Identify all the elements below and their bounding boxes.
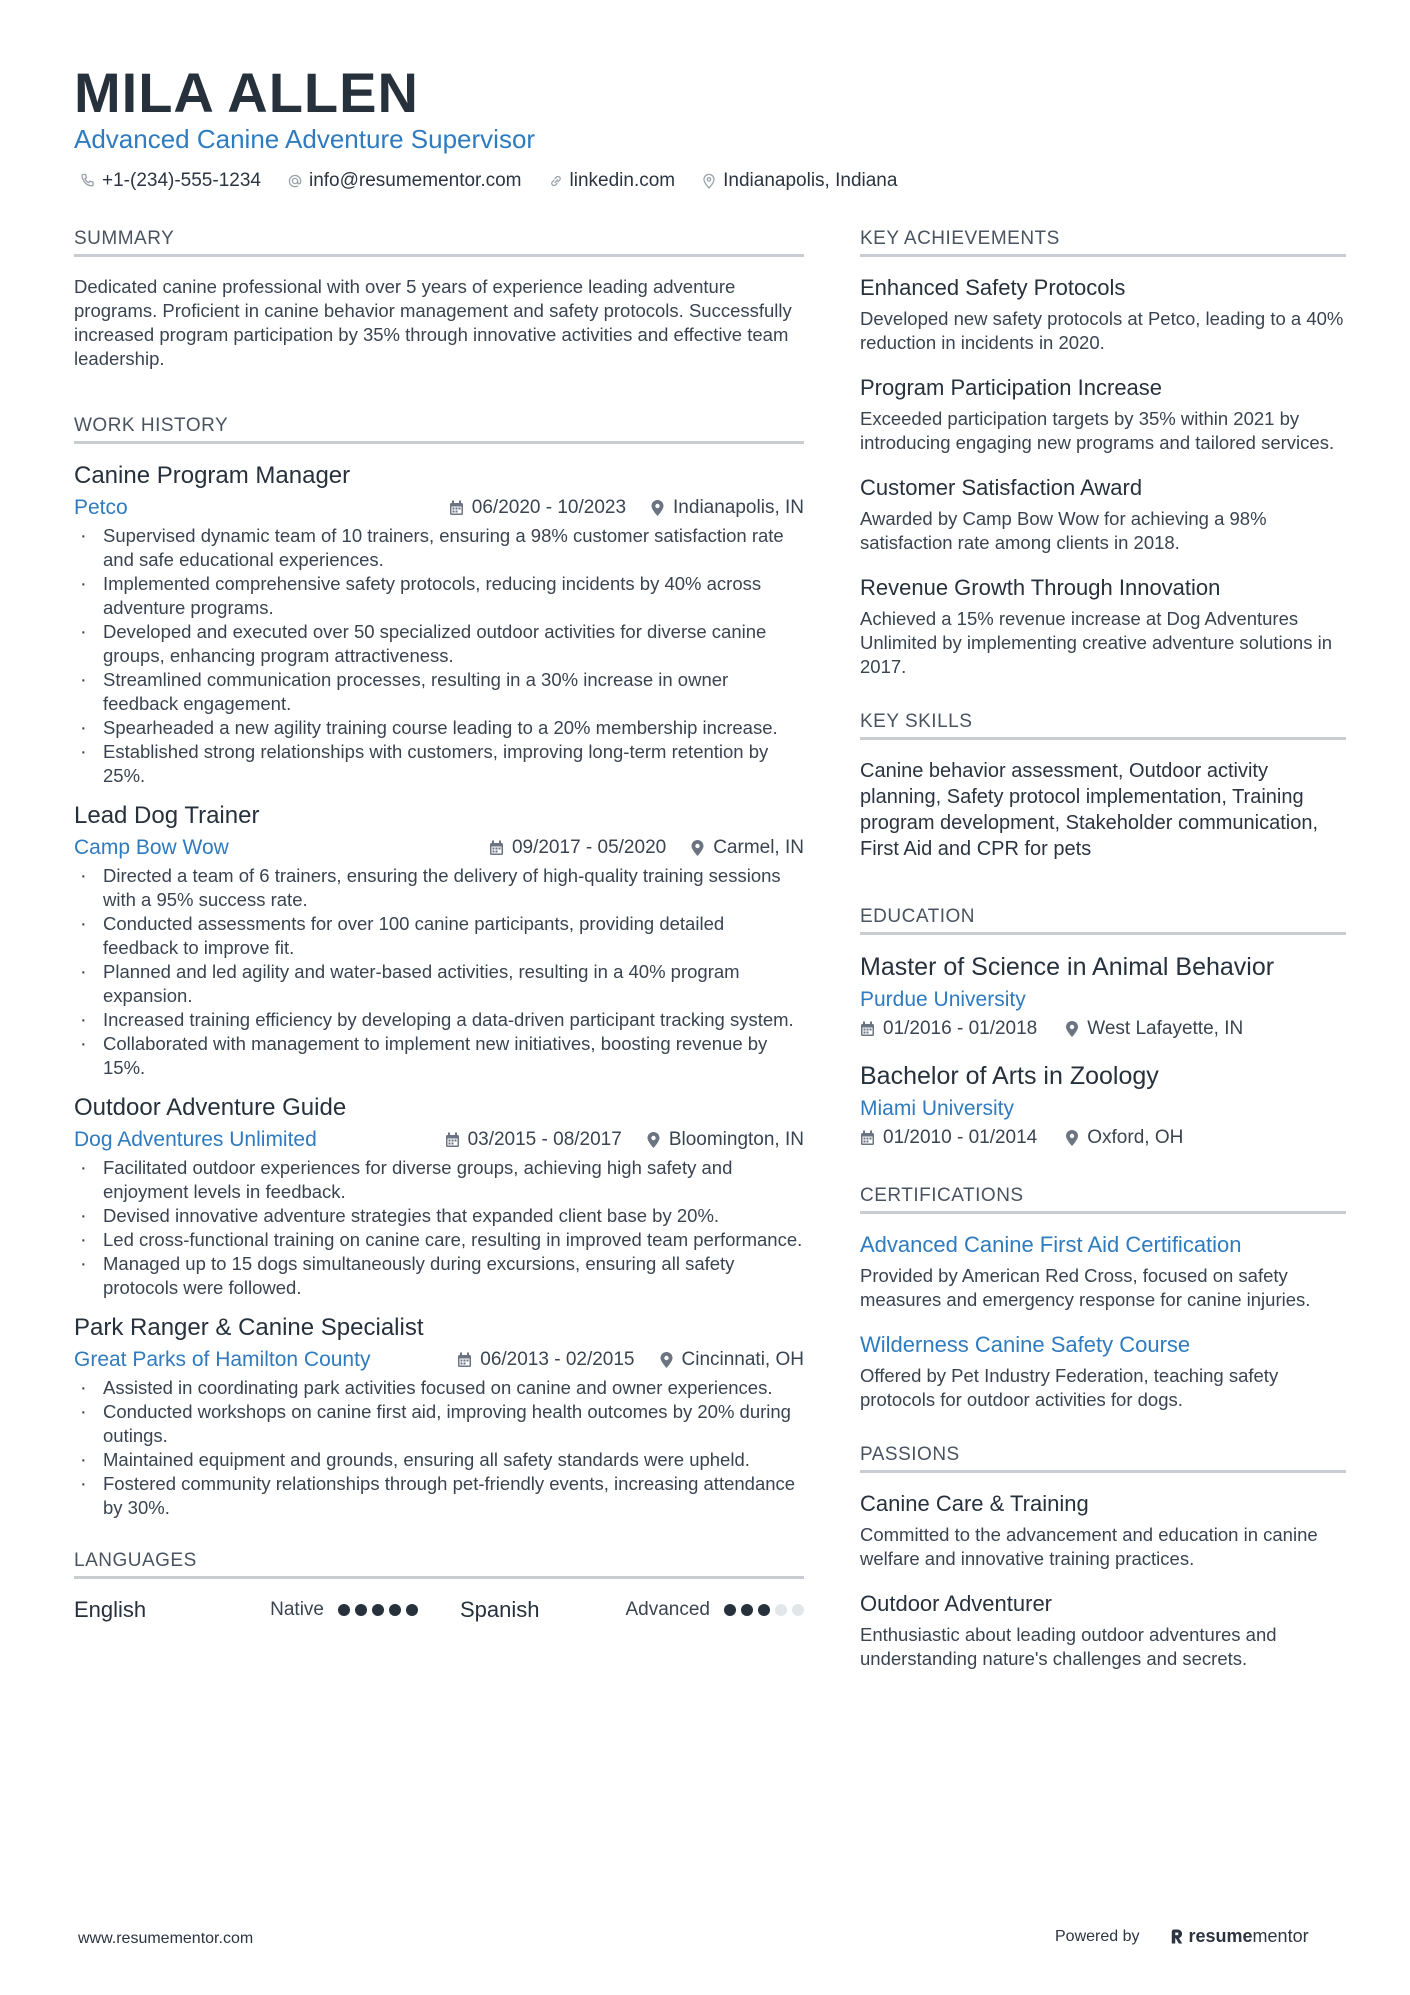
contact-linkedin[interactable] xyxy=(548,170,676,192)
job-location-text: Cincinnati, OH xyxy=(681,1349,804,1370)
job-dates xyxy=(489,837,666,859)
rating-dot-empty xyxy=(792,1604,804,1616)
job-bullet: · Managed up to 15 dogs simultaneously during excursions, ensuring all safety protocols were followed. xyxy=(74,1252,804,1300)
summary-text: Dedicated canine professional with over 5 years of experience leading adventure programs. Proficient in canine behavior management and safety protocols. Successfully increased program participation by 35% through innovative activities and effective team leadership. xyxy=(74,276,792,369)
passions-heading: PASSIONS xyxy=(860,1444,1346,1473)
achievement-item xyxy=(860,475,1346,555)
job-entry xyxy=(74,462,804,788)
summary-section xyxy=(74,228,804,371)
job-bullet: · Developed and executed over 50 specialized outdoor activities for diverse canine groups, enhancing program attractiveness. xyxy=(74,620,804,668)
job-company: Dog Adventures Unlimited xyxy=(74,1128,317,1151)
rating-dot-filled xyxy=(758,1604,770,1616)
footer-website[interactable]: www.resumementor.com xyxy=(78,1930,254,1947)
language-rating xyxy=(338,1604,418,1616)
job-dates xyxy=(457,1349,634,1371)
languages-row xyxy=(74,1597,804,1623)
achievements-section xyxy=(860,228,1346,679)
achievement-text: Exceeded participation targets by 35% within 2021 by introducing engaging new programs and tailored services. xyxy=(860,408,1335,453)
achievement-title: Customer Satisfaction Award xyxy=(860,475,1143,500)
rating-dot-filled xyxy=(338,1604,350,1616)
job-dates-text: 06/2020 - 10/2023 xyxy=(471,497,627,518)
passion-item xyxy=(860,1591,1346,1671)
job-location-text: Bloomington, IN xyxy=(668,1129,804,1150)
rating-dot-filled xyxy=(741,1604,753,1616)
brand-name-bold: resume xyxy=(1188,1926,1253,1946)
languages-heading: LANGUAGES xyxy=(74,1550,804,1579)
job-bullets xyxy=(74,524,804,788)
job-dates xyxy=(449,497,626,519)
certifications-heading: CERTIFICATIONS xyxy=(860,1185,1346,1214)
job-entry xyxy=(74,1094,804,1300)
contact-phone-text: +1-(234)-555-1234 xyxy=(102,170,261,191)
job-bullet: · Directed a team of 6 trainers, ensuring the delivery of high-quality training sessions with a 95% success rate. xyxy=(74,864,804,912)
job-bullet: · Collaborated with management to implement new initiatives, boosting revenue by 15%. xyxy=(74,1032,804,1080)
job-location xyxy=(646,1129,804,1151)
contact-email[interactable] xyxy=(287,170,522,192)
job-bullet: · Led cross-functional training on canine care, resulting in improved team performance. xyxy=(74,1228,804,1252)
job-meta xyxy=(74,1348,804,1372)
certification-text: Provided by American Red Cross, focused on safety measures and emergency response for canine injuries. xyxy=(860,1265,1311,1310)
phone-icon xyxy=(80,173,96,189)
skills-section xyxy=(860,711,1346,862)
job-bullet: · Streamlined communication processes, resulting in a 30% increase in owner feedback engagement. xyxy=(74,668,804,716)
rating-dot-empty xyxy=(775,1604,787,1616)
calendar-icon xyxy=(860,1130,875,1146)
language-item xyxy=(74,1597,418,1623)
certification-item xyxy=(860,1332,1346,1412)
language-level: Advanced xyxy=(625,1599,710,1620)
achievement-text: Developed new safety protocols at Petco, leading to a 40% reduction in incidents in 2020. xyxy=(860,308,1344,353)
job-title: Lead Dog Trainer xyxy=(74,802,260,829)
certification-item xyxy=(860,1232,1346,1312)
education-item xyxy=(860,953,1346,1040)
at-icon xyxy=(287,173,303,189)
job-meta xyxy=(74,496,804,520)
achievements-heading: KEY ACHIEVEMENTS xyxy=(860,228,1346,257)
achievement-title: Revenue Growth Through Innovation xyxy=(860,575,1221,600)
contact-location-text: Indianapolis, Indiana xyxy=(723,170,898,191)
certification-title: Advanced Canine First Aid Certification xyxy=(860,1232,1242,1257)
job-entry xyxy=(74,1314,804,1520)
job-bullets xyxy=(74,1376,804,1520)
job-dates-text: 06/2013 - 02/2015 xyxy=(480,1349,635,1370)
language-item xyxy=(460,1597,804,1623)
rating-dot-filled xyxy=(406,1604,418,1616)
footer-brand xyxy=(1055,1926,1309,1947)
powered-by-label: Powered by xyxy=(1055,1927,1140,1945)
education-degree: Bachelor of Arts in Zoology xyxy=(860,1062,1159,1090)
job-bullet: · Maintained equipment and grounds, ensuring all safety standards were upheld. xyxy=(74,1448,804,1472)
job-bullets xyxy=(74,864,804,1080)
job-meta xyxy=(74,1128,804,1152)
job-location xyxy=(659,1349,805,1371)
language-name: English xyxy=(74,1597,147,1622)
certification-text: Offered by Pet Industry Federation, teaching safety protocols for outdoor activities for dogs. xyxy=(860,1365,1279,1410)
certifications-section xyxy=(860,1185,1346,1412)
passion-title: Outdoor Adventurer xyxy=(860,1591,1053,1616)
education-section xyxy=(860,906,1346,1149)
job-title: Outdoor Adventure Guide xyxy=(74,1094,347,1121)
job-meta xyxy=(74,836,804,860)
achievement-item xyxy=(860,575,1346,679)
rating-dot-filled xyxy=(724,1604,736,1616)
job-dates xyxy=(445,1129,622,1151)
certification-title: Wilderness Canine Safety Course xyxy=(860,1332,1191,1357)
job-bullet: · Planned and led agility and water-based activities, resulting in a 40% program expansion. xyxy=(74,960,804,1008)
passion-text: Committed to the advancement and education in canine welfare and innovative training practices. xyxy=(860,1524,1318,1569)
job-bullet: · Assisted in coordinating park activities focused on canine and owner experiences. xyxy=(74,1376,804,1400)
passions-section xyxy=(860,1444,1346,1671)
skills-heading: KEY SKILLS xyxy=(860,711,1346,740)
languages-section xyxy=(74,1550,804,1623)
calendar-icon xyxy=(860,1021,875,1037)
job-entry xyxy=(74,802,804,1080)
job-bullet: · Increased training efficiency by developing a data-driven participant tracking system. xyxy=(74,1008,804,1032)
job-bullet: · Devised innovative adventure strategies that expanded client base by 20%. xyxy=(74,1204,804,1228)
job-location xyxy=(650,497,804,519)
job-company: Camp Bow Wow xyxy=(74,836,229,859)
calendar-icon xyxy=(445,1132,460,1148)
job-bullet: · Supervised dynamic team of 10 trainers, ensuring a 98% customer satisfaction rate and safe educational experiences. xyxy=(74,524,804,572)
passion-text: Enthusiastic about leading outdoor adventures and understanding nature's challenges and secrets. xyxy=(860,1624,1277,1669)
job-location-text: Indianapolis, IN xyxy=(673,497,804,518)
language-rating xyxy=(724,1604,804,1616)
education-dates xyxy=(860,1018,1037,1040)
education-meta xyxy=(860,1127,1346,1149)
achievement-title: Program Participation Increase xyxy=(860,375,1163,400)
language-level-group xyxy=(270,1599,418,1621)
contact-phone[interactable] xyxy=(80,170,261,192)
job-meta-right xyxy=(445,1129,804,1151)
education-dates-text: 01/2010 - 01/2014 xyxy=(883,1127,1038,1148)
brand-logo[interactable] xyxy=(1170,1926,1309,1947)
job-location xyxy=(690,837,804,859)
location-pin-icon xyxy=(1065,1021,1079,1037)
job-dates-text: 03/2015 - 08/2017 xyxy=(467,1129,622,1150)
passion-item xyxy=(860,1491,1346,1571)
education-dates-text: 01/2016 - 01/2018 xyxy=(883,1018,1038,1039)
right-column xyxy=(860,228,1346,1691)
education-item xyxy=(860,1062,1346,1149)
resumementor-logo-icon xyxy=(1170,1928,1184,1945)
job-dates-text: 09/2017 - 05/2020 xyxy=(511,837,667,858)
left-column xyxy=(74,228,804,1623)
education-meta xyxy=(860,1018,1346,1040)
education-location-text: West Lafayette, IN xyxy=(1087,1018,1244,1039)
achievement-item xyxy=(860,275,1346,355)
rating-dot-filled xyxy=(389,1604,401,1616)
brand-name-rest: mentor xyxy=(1252,1926,1309,1946)
education-dates xyxy=(860,1127,1037,1149)
brand-name xyxy=(1189,1926,1309,1947)
achievement-item xyxy=(860,375,1346,455)
location-pin-icon xyxy=(646,1132,661,1148)
achievement-title: Enhanced Safety Protocols xyxy=(860,275,1126,300)
job-bullet: · Facilitated outdoor experiences for diverse groups, achieving high safety and enjoyment levels in feedback. xyxy=(74,1156,804,1204)
job-location-text: Carmel, IN xyxy=(713,837,804,858)
candidate-title: Advanced Canine Adventure Supervisor xyxy=(74,124,536,154)
passion-title: Canine Care & Training xyxy=(860,1491,1089,1516)
summary-heading: SUMMARY xyxy=(74,228,804,257)
job-company: Petco xyxy=(74,496,128,519)
education-location xyxy=(1065,1018,1243,1040)
contact-location xyxy=(701,170,897,192)
job-bullet: · Conducted assessments for over 100 canine participants, providing detailed feedback to improve fit. xyxy=(74,912,804,960)
calendar-icon xyxy=(449,500,464,516)
job-meta-right xyxy=(457,1349,804,1371)
education-school: Purdue University xyxy=(860,988,1026,1011)
language-level-group xyxy=(625,1599,804,1621)
rating-dot-filled xyxy=(355,1604,367,1616)
location-pin-icon xyxy=(659,1352,674,1368)
contact-linkedin-text: linkedin.com xyxy=(569,170,676,191)
job-bullet: · Spearheaded a new agility training course leading to a 20% membership increase. xyxy=(74,716,804,740)
education-location-text: Oxford, OH xyxy=(1087,1127,1184,1148)
job-meta-right xyxy=(489,837,804,859)
skills-text: Canine behavior assessment, Outdoor activity planning, Safety protocol implementation, Training program development, Stakeholder communication, First Aid and CPR for pets xyxy=(860,760,1319,860)
calendar-icon xyxy=(457,1352,472,1368)
education-degree: Master of Science in Animal Behavior xyxy=(860,953,1275,981)
education-heading: EDUCATION xyxy=(860,906,1346,935)
job-meta-right xyxy=(449,497,804,519)
rating-dot-filled xyxy=(372,1604,384,1616)
job-bullet: · Established strong relationships with customers, improving long-term retention by 25%. xyxy=(74,740,804,788)
achievement-text: Awarded by Camp Bow Wow for achieving a 98% satisfaction rate among clients in 2018. xyxy=(860,508,1267,553)
contact-email-text: info@resumementor.com xyxy=(308,170,522,191)
job-bullets xyxy=(74,1156,804,1300)
education-school: Miami University xyxy=(860,1097,1015,1120)
candidate-name: MILA ALLEN xyxy=(74,61,419,124)
job-title: Park Ranger & Canine Specialist xyxy=(74,1314,424,1341)
work-history-section xyxy=(74,415,804,1520)
location-pin-icon xyxy=(1065,1130,1079,1146)
job-bullet: · Fostered community relationships through pet-friendly events, increasing attendance by 30%. xyxy=(74,1472,804,1520)
achievement-text: Achieved a 15% revenue increase at Dog Adventures Unlimited by implementing creative adventure solutions in 2017. xyxy=(860,608,1332,677)
job-bullet: · Conducted workshops on canine first aid, improving health outcomes by 20% during outings. xyxy=(74,1400,804,1448)
location-pin-icon xyxy=(701,173,717,189)
job-title: Canine Program Manager xyxy=(74,462,351,489)
calendar-icon xyxy=(489,840,504,856)
education-location xyxy=(1065,1127,1183,1149)
job-bullet: · Implemented comprehensive safety protocols, reducing incidents by 40% across adventure programs. xyxy=(74,572,804,620)
language-name: Spanish xyxy=(460,1597,540,1622)
work-history-heading: WORK HISTORY xyxy=(74,415,804,444)
location-pin-icon xyxy=(650,500,665,516)
job-company: Great Parks of Hamilton County xyxy=(74,1348,371,1371)
link-icon xyxy=(548,173,564,189)
contact-bar xyxy=(80,170,897,192)
location-pin-icon xyxy=(690,840,705,856)
language-level: Native xyxy=(270,1599,324,1620)
